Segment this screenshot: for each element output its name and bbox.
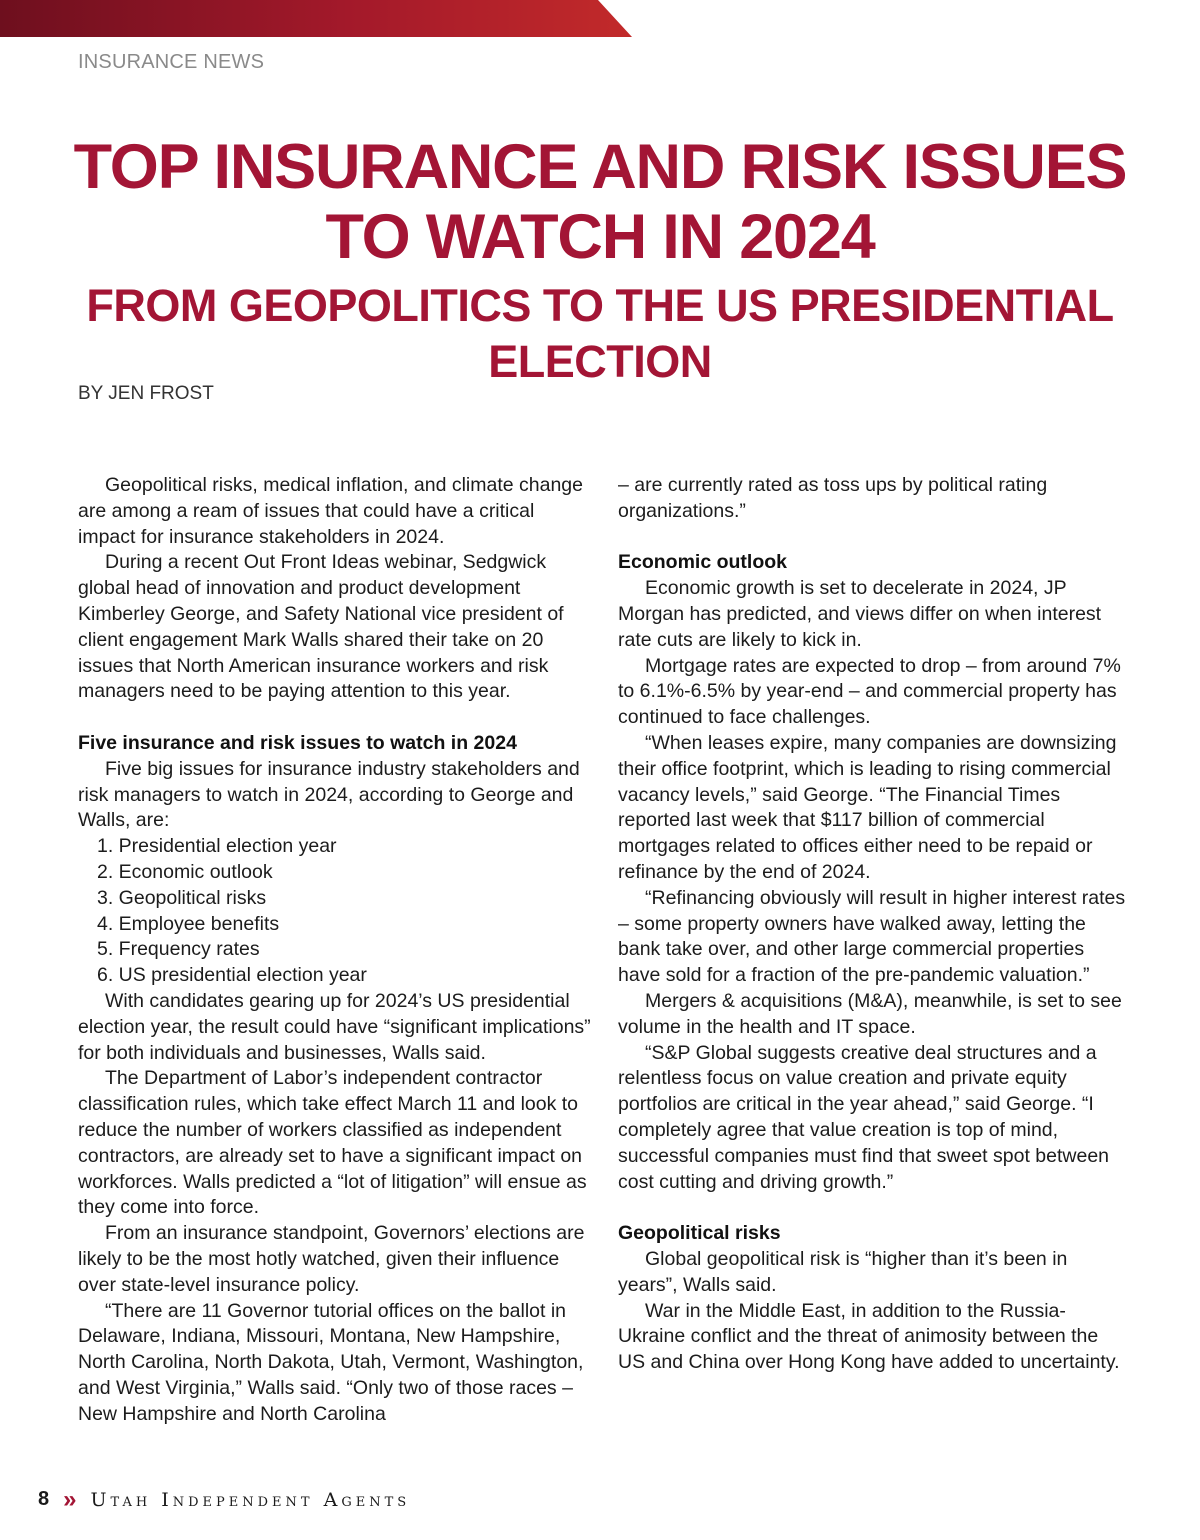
list-item: 5. Frequency rates bbox=[97, 938, 260, 961]
headline: TOP INSURANCE AND RISK ISSUES TO WATCH IN 2024 bbox=[73, 132, 1127, 272]
paragraph: Five big issues for insurance industry stakeholders and risk managers to watch in 2024, according to George and Walls, are: bbox=[78, 757, 580, 832]
double-chevron-icon: » bbox=[63, 1485, 77, 1513]
paragraph: From an insurance standpoint, Governors’ elections are likely to be the most hotly watched, given their influence over state-level insurance policy. bbox=[78, 1222, 585, 1296]
magazine-name: Utah Independent Agents bbox=[90, 1488, 411, 1511]
article-column-right bbox=[618, 473, 1128, 1376]
issues-list bbox=[78, 834, 593, 989]
byline: BY JEN FROST bbox=[78, 383, 214, 404]
paragraph: – are currently rated as toss ups by political rating organizations.” bbox=[618, 474, 1048, 522]
paragraph: Mortgage rates are expected to drop – from around 7% to 6.1%-6.5% by year-end – and commercial property has continued to face challenges. bbox=[618, 654, 1121, 729]
paragraph: Economic growth is set to decelerate in 2024, JP Morgan has predicted, and views differ on when interest rate cuts are likely to kick in. bbox=[618, 577, 1102, 651]
paragraph: Mergers & acquisitions (M&A), meanwhile, is set to see volume in the health and IT space. bbox=[618, 989, 1122, 1038]
paragraph: “There are 11 Governor tutorial offices on the ballot in Delaware, Indiana, Missouri, Montana, New Hampshire, North Carolina, North Dakota, Utah, Vermont, Washington, and West Virginia,” Walls said. “Only two of those races – New Hampshire and North Carolina bbox=[78, 1299, 584, 1425]
list-item: 2. Economic outlook bbox=[97, 860, 273, 883]
subheadline: FROM GEOPOLITICS TO THE US PRESIDENTIAL ELECTION bbox=[86, 280, 1114, 387]
paragraph: War in the Middle East, in addition to the Russia-Ukraine conflict and the threat of animosity between the US and China over Hong Kong have added to uncertainty. bbox=[618, 1299, 1120, 1374]
paragraph: Geopolitical risks, medical inflation, and climate change are among a ream of issues that could have a critical impact for insurance stakeholders in 2024. bbox=[78, 474, 583, 548]
paragraph: “Refinancing obviously will result in higher interest rates – some property owners have walked away, letting the bank take over, and other large commercial properties have sold for a fraction of the pre-pandemic valuation.” bbox=[618, 886, 1126, 987]
paragraph: “When leases expire, many companies are downsizing their office footprint, which is leading to rising commercial vacancy levels,” said George. “The Financial Times reported last week that $117 billion of commercial mortgages related to offices either need to be repaid or refinance by the end of 2024. bbox=[618, 731, 1117, 883]
section-heading: Economic outlook bbox=[618, 551, 788, 574]
paragraph: The Department of Labor’s independent contractor classification rules, which take effect March 11 and look to reduce the number of workers classified as independent contractors, are already set to have a significant impact on workforces. Walls predicted a “lot of litigation” will ensue as they come into force. bbox=[78, 1067, 587, 1219]
paragraph: “S&P Global suggests creative deal structures and a relentless focus on value creation and private equity portfolios are critical in the year ahead,” said George. “I completely agree that value creation is top of mind, successful companies must find that sweet spot between cost cutting and driving growth.” bbox=[618, 1041, 1110, 1193]
list-item: 1. Presidential election year bbox=[97, 835, 337, 858]
list-item: 3. Geopolitical risks bbox=[97, 886, 267, 909]
section-heading: Five insurance and risk issues to watch in 2024 bbox=[78, 731, 517, 754]
paragraph: With candidates gearing up for 2024’s US presidential election year, the result could have “significant implications” for both individuals and businesses, Walls said. bbox=[78, 989, 591, 1064]
section-label: INSURANCE NEWS bbox=[78, 51, 265, 73]
article-column-left bbox=[78, 473, 593, 1427]
paragraph: Global geopolitical risk is “higher than it’s been in years”, Walls said. bbox=[618, 1247, 1068, 1296]
list-item: 4. Employee benefits bbox=[97, 912, 280, 935]
paragraph: During a recent Out Front Ideas webinar, Sedgwick global head of innovation and product development Kimberley George, and Safety National vice president of client engagement Mark Walls shared their take on 20 issues that North American insurance workers and risk managers need to be paying attention to this year. bbox=[78, 551, 564, 703]
list-item: 6. US presidential election year bbox=[97, 964, 367, 987]
top-banner bbox=[0, 0, 632, 37]
page-footer bbox=[38, 1485, 411, 1513]
section-heading: Geopolitical risks bbox=[618, 1222, 781, 1245]
page-number: 8 bbox=[38, 1488, 50, 1510]
